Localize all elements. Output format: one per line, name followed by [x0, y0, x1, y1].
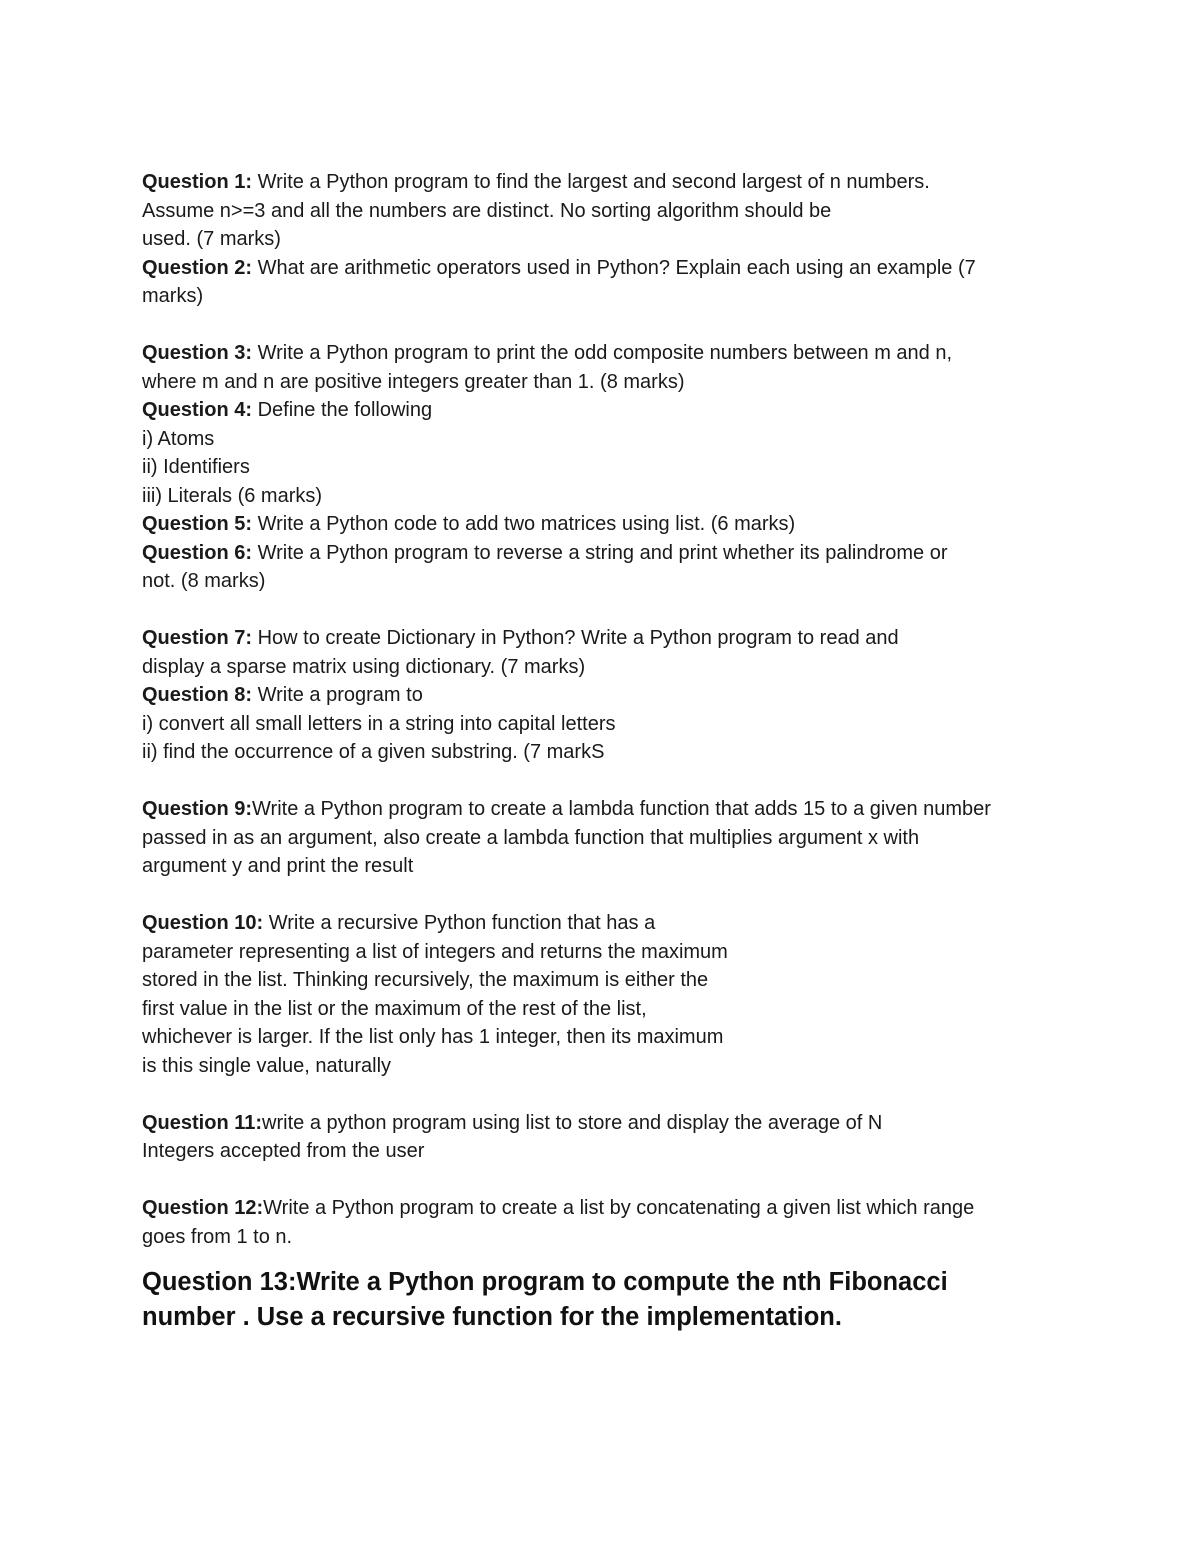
question-9-line-2: passed in as an argument, also create a lambda function that multiplies argument x with [142, 826, 920, 849]
question-11-text: write a python program using list to store and display the average of N [262, 1111, 883, 1134]
question-7-text: How to create Dictionary in Python? Write a Python program to read and [252, 627, 899, 649]
question-3-text: Write a Python program to print the odd composite numbers between m and n, [252, 342, 953, 364]
blank-line [142, 1080, 1082, 1109]
question-10-line-1 [142, 909, 1082, 938]
question-7-line-1 [142, 624, 1082, 653]
question-9-line-1 [142, 795, 1082, 824]
question-4-item-literals: iii) Literals (6 marks) [142, 484, 323, 507]
question-10-line-5: whichever is larger. If the list only has 1 integer, then its maximum [142, 1026, 724, 1048]
question-9-text: Write a Python program to create a lambda function that adds 15 to a given number [252, 798, 991, 820]
question-1-line-1 [142, 168, 1082, 197]
question-9-line-3: argument y and print the result [142, 855, 414, 877]
question-1-line-2: Assume n>=3 and all the numbers are distinct. No sorting algorithm should be [142, 199, 832, 222]
question-8-item-1: i) convert all small letters in a string into capital letters [142, 712, 616, 735]
blank-line [142, 1166, 1082, 1195]
question-10-line-6: is this single value, naturally [142, 1054, 392, 1077]
question-3-line-2: where m and n are positive integers greater than 1. (8 marks) [142, 370, 685, 393]
blank-line [142, 767, 1082, 796]
question-4-text: Define the following [252, 399, 433, 421]
question-4-item-identifiers: ii) Identifiers [142, 456, 250, 478]
question-3-line-1 [142, 339, 1082, 368]
question-list [142, 168, 1082, 1334]
question-6-text: Write a Python program to reverse a string and print whether its palindrome or [252, 541, 948, 564]
question-1-line-3: used. (7 marks) [142, 228, 281, 250]
blank-line [142, 311, 1082, 340]
question-1-text: Write a Python program to find the largest and second largest of n numbers. [252, 171, 930, 193]
question-10-label: Question 10: [142, 912, 264, 934]
question-10-line-3: stored in the list. Thinking recursively, the maximum is either the [142, 969, 709, 991]
question-13 [142, 1265, 1082, 1334]
question-10-line-2: parameter representing a list of integers and returns the maximum [142, 940, 728, 963]
question-8-line-1 [142, 681, 1082, 710]
question-4-item-atoms: i) Atoms [142, 427, 215, 450]
question-13-line-1: Question 13:Write a Python program to compute the nth Fibonacci [142, 1268, 948, 1296]
question-6-line-2: not. (8 marks) [142, 570, 266, 592]
question-4-line-1 [142, 396, 1082, 425]
question-5-label: Question 5: [142, 513, 253, 535]
question-9-label: Question 9: [142, 798, 253, 820]
question-7-label: Question 7: [142, 627, 253, 649]
question-8-item-2: ii) find the occurrence of a given substring. (7 markS [142, 741, 605, 763]
question-5-text: Write a Python code to add two matrices using list. (6 marks) [252, 513, 796, 535]
question-6-label: Question 6: [142, 541, 253, 564]
question-13-line-2: number . Use a recursive function for the implementation. [142, 1302, 842, 1331]
question-11-line-1 [142, 1109, 1082, 1138]
question-10-text: Write a recursive Python function that has a [263, 912, 656, 934]
question-12-line-2: goes from 1 to n. [142, 1225, 293, 1248]
question-3-label: Question 3: [142, 342, 253, 364]
question-6-line-1 [142, 539, 1082, 568]
question-11-line-2: Integers accepted from the user [142, 1140, 425, 1162]
question-12-line-1 [142, 1194, 1082, 1223]
question-12-text: Write a Python program to create a list by concatenating a given list which range [263, 1197, 975, 1219]
question-5-line-1 [142, 510, 1082, 539]
blank-line [142, 596, 1082, 625]
question-2-text: What are arithmetic operators used in Python? Explain each using an example (7 [252, 256, 976, 279]
question-4-label: Question 4: [142, 399, 253, 421]
question-2-line-1 [142, 254, 1082, 283]
question-2-label: Question 2: [142, 256, 253, 279]
question-12-label: Question 12: [142, 1197, 264, 1219]
blank-line [142, 881, 1082, 910]
question-7-line-2: display a sparse matrix using dictionary. (7 marks) [142, 655, 586, 678]
question-8-label: Question 8: [142, 684, 253, 706]
question-8-text: Write a program to [252, 684, 423, 706]
question-11-label: Question 11: [142, 1111, 263, 1134]
question-10-line-4: first value in the list or the maximum of the rest of the list, [142, 997, 647, 1020]
question-1-label: Question 1: [142, 171, 253, 193]
question-2-line-2: marks) [142, 285, 204, 307]
